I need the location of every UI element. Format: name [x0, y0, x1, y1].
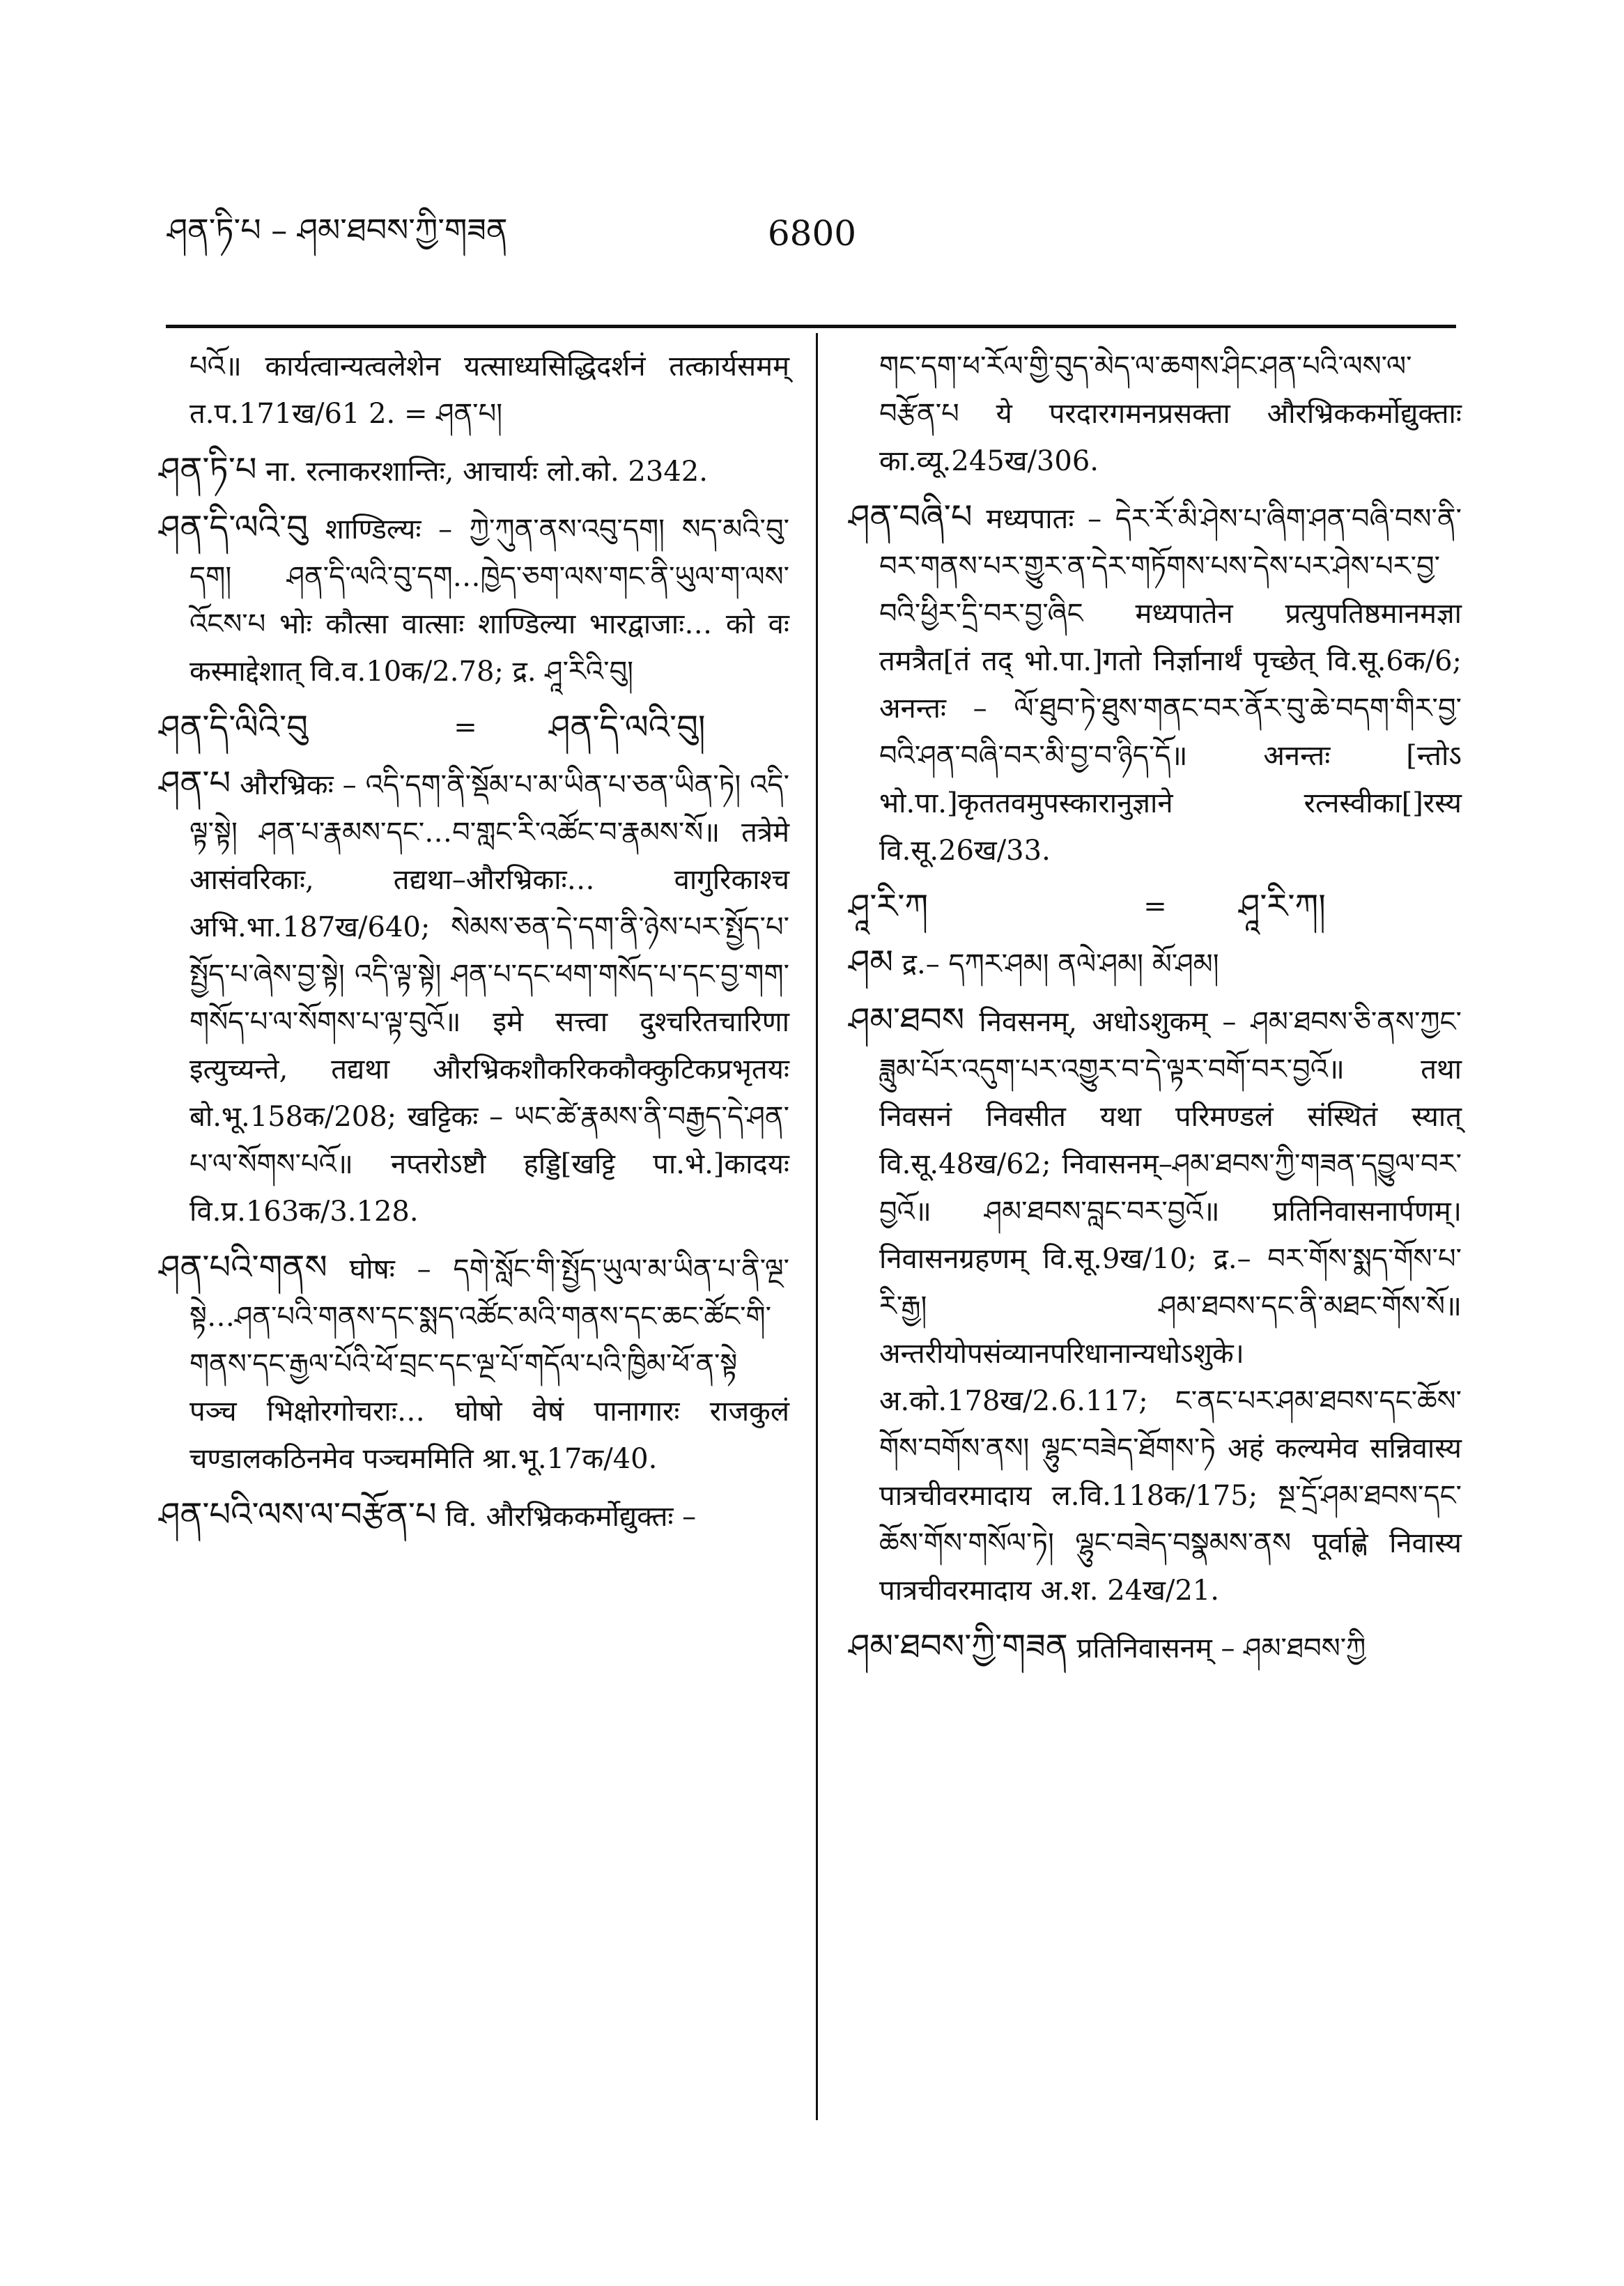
entry-text: घोषः – དགེ་སློང་གི་སྤྱོད་ཡུལ་མ་ཡིན་པ་ནི་ལྔ་སྟེ…ཤན་པའི་གནས་དང་སྨད་འཚོང་མའི་གནས་དང་ཆང་ཚོང་གི་གནས་དང་རྒྱལ་པོའི་ཕོ་བྲང་དང་ལྔ་པོ་གདོལ་པའི་ཁྱིམ་ཕོ་ན་སྟེ पञ्च भिक्षोरगोचराः… घोषो वेषं पानागारः राजकुलं चण्डालकठिनमेव पञ्चममिति श्रा.भू.17क/40.: [190, 1253, 790, 1475]
headword: ཤན་པའི་ལས་ལ་བརྩོན་པ: [159, 1495, 437, 1534]
entry-text: औरभ्रिकः – འདི་དག་ནི་སྡོམ་པ་མ་ཡིན་པ་ཅན་ཡིན་ཏེ། འདི་ལྟ་སྟེ། ཤན་པ་རྣམས་དང་…བ་གླང་རི་འཚོང་བ་རྣམས་སོ॥ तत्रेमे आसंवरिकाः, तद्यथा–औरभ्रिकाः… वागुरिकाश्च अभि.भा.187ख/640; སེམས་ཅན་དེ་དག་ནི་ཉེས་པར་སྤྱོད་པ་སྤྱོད་པ་ཞེས་བྱ་སྟེ། འདི་ལྟ་སྟེ། ཤན་པ་དང་ཕག་གསོད་པ་དང་བྱ་གག་གསོད་པ་ལ་སོགས་པ་ལྟ་བུའོ॥ इमे सत्त्वा दुश्चरितचारिणा इत्युच्यन्ते, तद्यथा औरभ्रिकशौकरिककौक्कुटिकप्रभृतयः बो.भू.158क/208; खट्टिकः – ཡང་ཚེ་རྣམས་ནི་བརྒྱད་དེ་ཤན་པ་ལ་སོགས་པའོ॥ नप्तरोऽष्टौ हड्डि[खट्टि पा.भे.]कादयः वि.प्र.163क/3.128.: [190, 769, 789, 1228]
headword: ཤམ་ཐབས: [849, 1001, 965, 1040]
entry-continuation: [849, 343, 1462, 485]
cross-reference-entry: [159, 704, 789, 751]
header-rule: [166, 325, 1456, 328]
dictionary-entry: [849, 1623, 1462, 1672]
dictionary-entry: [849, 493, 1462, 874]
dictionary-entry: [849, 996, 1462, 1614]
running-head: ཤན་ཏི་པ – ཤམ་ཐབས་ཀྱི་གཟན: [167, 211, 508, 249]
cross-reference-entry: [849, 883, 1462, 930]
right-column: [849, 343, 1462, 1681]
entry-text: ना. रत्नाकरशान्तिः, आचार्यः लो.को. 2342.: [265, 456, 708, 488]
equals-sign: =: [454, 711, 477, 743]
dictionary-entry: [159, 1244, 789, 1483]
headword: ཤམ་ཐབས་ཀྱི་གཟན: [849, 1627, 1068, 1666]
left-column: [159, 343, 789, 1549]
entry-text: གང་དག་ཕ་རོལ་གྱི་བུད་མེད་ལ་ཆགས་ཤིང་ཤན་པའི་ལས་ལ་བརྩོན་པ ये परदारगमनप्रसक्ता औरभ्रिककर्मोद्युक्ताः का.व्यू.245ख/306.: [879, 350, 1462, 477]
entry-text: वि. औरभ्रिककर्मोद्युक्तः –: [445, 1501, 697, 1533]
headword: ཤན་ཏི་པ: [159, 450, 257, 489]
dictionary-entry: [159, 504, 789, 695]
headword: ཤན་བཞི་པ: [849, 497, 973, 536]
headword: ཤམ: [849, 943, 894, 982]
headword: ཤན་པའི་གནས: [159, 1248, 327, 1287]
headword: ཤན་དི་ལའི་བུ: [159, 508, 308, 547]
entry-continuation: [159, 343, 789, 438]
equals-sign: =: [1143, 890, 1167, 922]
entry-text: པའོ॥ कार्यत्वान्यत्वलेशेन यत्साध्यसिद्धिदर्शनं तत्कार्यसमम् त.प.171ख/61 2. = ཤན་པ།: [190, 350, 789, 430]
column-divider: [816, 333, 818, 2120]
headword: ཤཱ་རི་ཀ: [849, 887, 929, 926]
entry-text: प्रतिनिवासनम् – ཤམ་ཐབས་ཀྱི: [1076, 1632, 1366, 1665]
headword: ཤན་དི་ལིའི་བུ: [159, 708, 308, 747]
entry-text: निवसनम्, अधोऽशुकम् – ཤམ་ཐབས་ཅི་ནས་ཀྱང་ཟླུམ་པོར་འདུག་པར་འགྱུར་བ་དེ་ལྟར་བགོ་བར་བྱའོ॥ तथा निवसनं निवसीत यथा परिमण्डलं संस्थितं स्यात् वि.सू.48ख/62; निवासनम्–ཤམ་ཐབས་ཀྱི་གཟན་དབྱུལ་བར་བྱའོ॥ ཤམ་ཐབས་བླང་བར་བྱའོ॥ प्रतिनिवासनार्पणम्। निवासनग्रहणम् वि.सू.9ख/10; द्र.– བར་གོས་སྨད་གོས་པ་རི་རྒྱ། ཤམ་ཐབས་དང་ནི་མཐང་གོས་སོ॥ अन्तरीयोपसंव्यानपरिधानान्यधोऽशुके। अ.को.178ख/2.6.117; ང་ནང་པར་ཤམ་ཐབས་དང་ཆོས་གོས་བགོས་ནས། ལྷུང་བཟེད་ཐོགས་ཏེ अहं कल्यमेव सन्निवास्य पात्रचीवरमादाय ल.वि.118क/175; སྔ་དྲོ་ཤམ་ཐབས་དང་ཆོས་གོས་གསོལ་ཏེ། ལྷུང་བཟེད་བསྣམས་ནས पूर्वाह्णे निवास्य पात्रचीवरमादाय अ.श. 24ख/21.: [879, 1006, 1462, 1607]
entry-text: मध्यपातः – དེར་རོ་མི་ཤེས་པ་ཞིག་ཤན་བཞི་བས་ནི་བར་གནས་པར་གྱུར་ན་དེར་གཏོགས་པས་དེས་པར་ཤེས་པར་བྱ་བའི་ཕྱིར་དྲི་བར་བྱ་ཞིང मध्यपातेन प्रत्युपतिष्ठमानमज्ञा तमत्रैत[तं तद् भो.पा.]गतो निर्ज्ञानार्थं पृच्छेत् वि.सू.6क/6; अनन्तः – ལོ་ཐུབ་ཏེ་ཐུས་གནང་བར་ནོར་བུ་ཆེ་བདག་གིར་བྱ་བའི་ཤན་བཞི་བར་མི་བྱ་བ་ཉིད་དོ॥ अनन्तः [न्तोऽ भो.पा.]कृततवमुपस्कारानुज्ञाने रत्नस्वीका[]रस्य वि.सू.26ख/33.: [879, 503, 1462, 867]
entry-text: द्र.– དཀར་ཤམ། ནལེ་ཤམ། མོ་ཤམ།: [902, 948, 1219, 980]
cross-reference-target: ཤན་དི་ལའི་བུ།: [549, 708, 706, 747]
entry-text: शाण्डिल्यः – ཀྱེ་ཀུན་ནས་འབུ་དག། སད་མའི་བུ་དག། ཤན་དི་ལའི་བུ་དག…ཁྱེད་ཅག་ལས་གང་ནི་ཡུལ་ག་ལས་འོངས་པ भोः कौत्सा वात्साः शाण्डिल्या भारद्वाजाः… को वः कस्माद्देशात् वि.व.10क/2.78; द्र. ཤཱ་རིའི་བུ།: [190, 513, 789, 688]
dictionary-entry: [849, 939, 1462, 988]
headword: ཤན་པ: [159, 764, 231, 803]
dictionary-entry: [159, 1491, 789, 1540]
page-number: 6800: [767, 213, 857, 254]
dictionary-entry: [159, 446, 789, 495]
cross-reference-target: ཤཱ་རི་ཀ།: [1239, 887, 1326, 926]
dictionary-entry: [159, 759, 789, 1235]
